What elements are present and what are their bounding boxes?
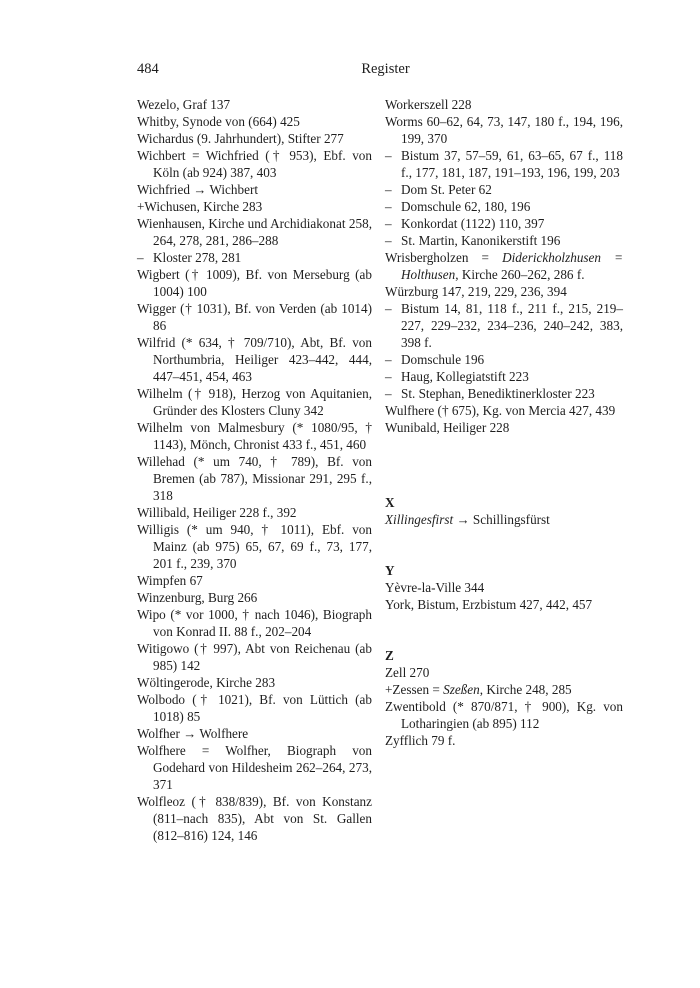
index-subentry [385,181,623,198]
index-subentry [385,300,623,351]
subentry-dash: – [385,216,392,231]
subentry-dash: – [385,148,392,163]
index-entry [137,96,372,113]
section-gap [385,436,623,494]
section-letter-x: X [385,495,395,510]
entry-text: Zell 270 [385,665,430,680]
subentry-dash: – [385,386,392,401]
entry-text: , Kirche 248, 285 [479,682,572,697]
index-entry [385,283,623,300]
entry-text: Wolfleoz († 838/839), Bf. von Konstanz (811–nach 835), Abt von St. Gallen (812–816) 124, 146 [137,794,372,843]
index-entry [137,198,372,215]
running-head: Register [361,61,410,77]
entry-text: Wigger († 1031), Bf. von Verden (ab 1014) 86 [137,301,372,333]
entry-text: Wolbodo († 1021), Bf. von Lüttich (ab 1018) 85 [137,692,372,724]
entry-text: Willigis (* um 940, † 1011), Ebf. von Mainz (ab 975) 65, 67, 69 f., 73, 177, 201 f., 239, 370 [137,522,372,571]
entry-text: Winzenburg, Burg 266 [137,590,258,605]
entry-text: Whitby, Synode von (664) 425 [137,114,300,129]
index-subentry [385,198,623,215]
entry-text: Wolfher → Wolfhere [137,726,249,741]
entry-text: York, Bistum, Erzbistum 427, 442, 457 [385,597,593,612]
index-entry [137,181,372,198]
entry-text: → Schillingsfürst [453,512,550,527]
index-entry [385,681,623,698]
index-entry [385,249,623,283]
entry-text: Dom St. Peter 62 [401,182,492,197]
entry-text: Wezelo, Graf 137 [137,97,231,112]
index-entry [137,793,372,844]
entry-text: Wipo (* vor 1000, † nach 1046), Biograph von Konrad II. 88 f., 202–204 [137,607,372,639]
entry-text: Zyfflich 79 f. [385,733,456,748]
index-subentry [385,215,623,232]
entry-text: Willibald, Heiliger 228 f., 392 [137,505,297,520]
entry-text: +Wichusen, Kirche 283 [137,199,263,214]
entry-text: Wrisbergholzen = [385,250,503,265]
subentry-dash: – [385,233,392,248]
index-entry [385,419,623,436]
entry-text: St. Stephan, Benediktinerkloster 223 [401,386,595,401]
entry-text: Wilfrid (* 634, † 709/710), Abt, Bf. von Northumbria, Heiliger 423–442, 444, 447–451, 454, 463 [137,335,372,384]
index-column-left [137,96,372,844]
entry-text: Wichbert = Wichfried († 953), Ebf. von Köln (ab 924) 387, 403 [137,148,372,180]
index-entry [385,579,623,596]
index-subentry [385,351,623,368]
entry-text: Wichfried → Wichbert [137,182,258,197]
index-entry [137,674,372,691]
entry-text: Wigbert († 1009), Bf. von Merseburg (ab 1004) 100 [137,267,372,299]
index-entry [137,725,372,742]
index-subentry [385,232,623,249]
page-number: 484 [137,61,159,77]
entry-text: , Kirche 260–262, 286 f. [455,267,585,282]
index-entry [137,589,372,606]
entry-text: Wulfhere († 675), Kg. von Mercia 427, 439 [385,403,616,418]
subentry-dash: – [385,182,392,197]
subentry-dash: – [385,199,392,214]
index-entry [137,266,372,300]
entry-italic-name: Xillingesfirst [385,512,454,527]
index-entry [137,419,372,453]
index-entry [137,691,372,725]
entry-text: Wienhausen, Kirche und Archidiakonat 258, 264, 278, 281, 286–288 [137,216,372,248]
index-entry [385,113,623,147]
page-header [137,61,634,81]
index-entry [137,453,372,504]
entry-text: Domschule 196 [401,352,485,367]
section-letter-z: Z [385,648,394,663]
index-entry [385,511,623,528]
index-entry [137,640,372,674]
entry-text: Haug, Kollegiatstift 223 [401,369,529,384]
index-subentry [385,368,623,385]
index-entry [137,742,372,793]
index-entry [137,572,372,589]
index-subentry [385,147,623,181]
entry-text: Zwentibold (* 870/871, † 900), Kg. von Lotharingien (ab 895) 112 [385,699,623,731]
index-entry [385,732,623,749]
entry-text: Bistum 37, 57–59, 61, 63–65, 67 f., 118 f., 177, 181, 187, 191–193, 196, 199, 203 [401,148,623,180]
index-section-x [385,511,623,528]
entry-text: Bistum 14, 81, 118 f., 211 f., 215, 219–227, 229–232, 234–236, 240–242, 383, 398 f. [401,301,623,350]
entry-text: Witigowo († 997), Abt von Reichenau (ab 985) 142 [137,641,372,673]
section-gap [385,528,623,562]
subentry-dash: – [385,352,392,367]
index-entry [385,698,623,732]
index-subentry [137,249,372,266]
index-entry [137,521,372,572]
index-entry [385,664,623,681]
subentry-dash: – [385,369,392,384]
entry-text: Konkordat (1122) 110, 397 [401,216,545,231]
subentry-dash: – [137,250,144,265]
entry-text: Kloster 278, 281 [153,250,242,265]
entry-text: Yèvre-la-Ville 344 [385,580,485,595]
index-column-right [385,96,623,749]
entry-italic-name: Szeßen [443,682,480,697]
index-entry [137,504,372,521]
entry-text: Wilhelm von Malmesbury (* 1080/95, † 1143), Mönch, Chronist 433 f., 451, 460 [137,420,372,452]
entry-text: Wimpfen 67 [137,573,203,588]
index-entry [137,300,372,334]
index-entry [137,215,372,249]
index-entry [137,147,372,181]
index-entry [385,402,623,419]
index-entry [137,606,372,640]
index-entry [137,385,372,419]
index-section-z [385,664,623,749]
entry-text: Würzburg 147, 219, 229, 236, 394 [385,284,567,299]
entry-text: Wolfhere = Wolfher, Biograph von Godehard von Hildesheim 262–264, 273, 371 [137,743,372,792]
entry-text: Domschule 62, 180, 196 [401,199,531,214]
entry-text: Wilhelm († 918), Herzog von Aquitanien, Gründer des Klosters Cluny 342 [137,386,372,418]
index-entry [385,96,623,113]
section-letter-y: Y [385,563,395,578]
index-entry [137,334,372,385]
index-section-w [385,96,623,436]
index-subentry [385,385,623,402]
entry-text: Workerszell 228 [385,97,472,112]
entry-text: Wichardus (9. Jahrhundert), Stifter 277 [137,131,344,146]
entry-text: Willehad (* um 740, † 789), Bf. von Bremen (ab 787), Missionar 291, 295 f., 318 [137,454,372,503]
subentry-dash: – [385,301,392,316]
entry-text: Wöltingerode, Kirche 283 [137,675,276,690]
entry-text: Wunibald, Heiliger 228 [385,420,510,435]
index-entry [137,130,372,147]
entry-text: +Zessen = [385,682,444,697]
entry-italic-name: Diderickholzhusen = Holthusen [401,250,623,282]
index-entry [385,596,623,613]
index-entry [137,113,372,130]
index-section-y [385,579,623,613]
entry-text: St. Martin, Kanonikerstift 196 [401,233,561,248]
section-gap [385,613,623,647]
entry-text: Worms 60–62, 64, 73, 147, 180 f., 194, 196, 199, 370 [385,114,623,146]
